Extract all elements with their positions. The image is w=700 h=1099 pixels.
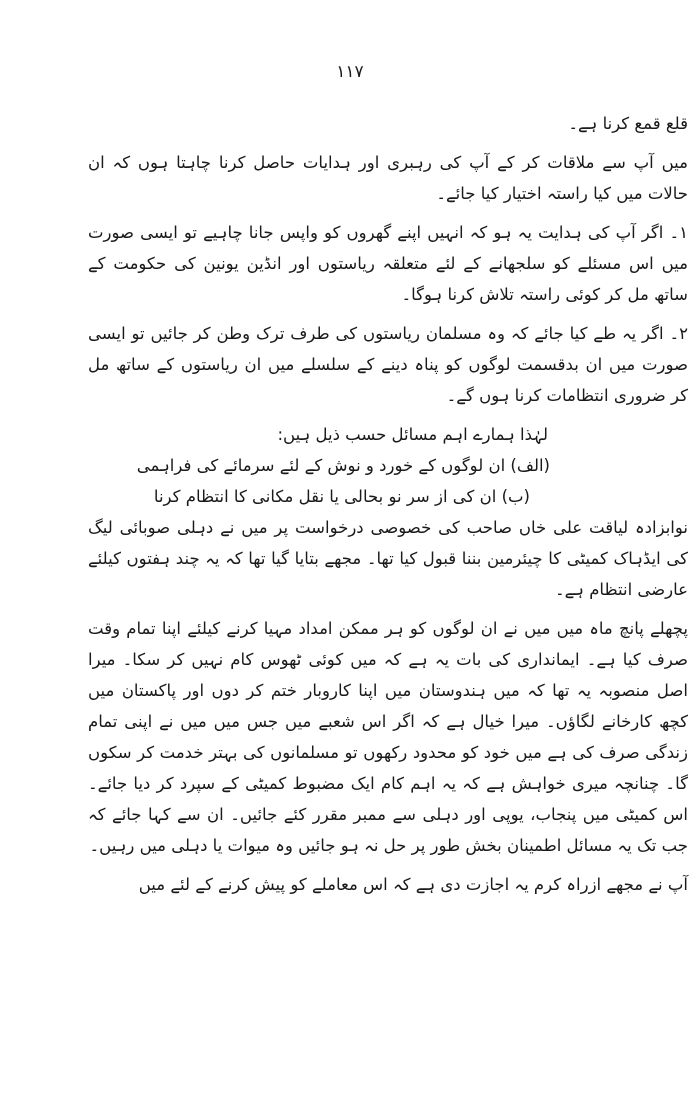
paragraph-2: میں آپ سے ملاقات کر کے آپ کی رہبری اور ہدایات حاصل کرنا چاہتا ہوں کہ ان حالات میں کیا راستہ اختیار کیا جائے۔: [88, 153, 688, 203]
paragraph-1: قلع قمع کرنا ہے۔: [568, 114, 688, 133]
list-item-bay: (ب) ان کی از سر نو بحالی یا نقل مکانی کا انتظام کرنا: [153, 487, 530, 506]
paragraph-3: ۱۔ اگر آپ کی ہدایت یہ ہو کہ انہیں اپنے گھروں کو واپس جانا چاہیے تو ایسی صورت میں اس مسئلے کو سلجھانے کے لئے متعلقہ ریاستوں اور انڈین یونین کی حکومت کے ساتھ مل کر کوئی راستہ تلاش کرنا ہوگا۔: [88, 223, 688, 304]
paragraph-5: نوابزادہ لیاقت علی خاں صاحب کی خصوصی درخواست پر میں نے دہلی صوبائی لیگ کی ایڈہاک کمیٹی کا چیئرمین بننا قبول کیا تھا۔ مجھے بتایا گیا تھا کہ یہ چند ہفتوں کیلئے عارضی انتظام ہے۔: [88, 518, 688, 599]
paragraph-7: آپ نے مجھے ازراہ کرم یہ اجازت دی ہے کہ اس معاملے کو پیش کرنے کے لئے میں: [138, 875, 688, 894]
body-text: [88, 108, 688, 908]
paragraph-4: ۲۔ اگر یہ طے کیا جائے کہ وہ مسلمان ریاستوں کی طرف ترک وطن کر جائیں تو ایسی صورت میں ان بدقسمت لوگوں کو پناہ دینے کے سلسلے میں ان ریاستوں کے ساتھ مل کر ضروری انتظامات کرنا ہوں گے۔: [88, 324, 688, 405]
list-item-alif: (الف) ان لوگوں کے خورد و نوش کے لئے سرمائے کی فراہمی: [136, 456, 550, 475]
paragraph-6: پچھلے پانچ ماہ میں میں نے ان لوگوں کو ہر ممکن امداد مہیا کرنے کیلئے اپنا تمام وقت صرف کیا ہے۔ ایمانداری کی بات یہ ہے کہ میں کوئی ٹھوس کام نہیں کر سکا۔ میرا اصل منصوبہ یہ تھا کہ میں ہندوستان میں اپنا کاروبار ختم کر دوں اور پاکستان میں کچھ کارخانے لگاؤں۔ میرا خیال ہے کہ اگر اس شعبے میں جس میں میں نے اپنی تمام زندگی صرف کی ہے میں خود کو محدود رکھوں تو مسلمانوں کی بہتر خدمت کر سکوں گا۔ چنانچہ میری خواہش ہے کہ یہ اہم کام ایک مضبوط کمیٹی کے سپرد کر دیا جائے۔ اس کمیٹی میں پنجاب، یوپی اور دہلی سے ممبر مقرر کئے جائیں۔ ان سے کہا جائے کہ جب تک یہ مسائل اطمینان بخش طور پر حل نہ ہو جائیں وہ میوات یا دہلی میں رہیں۔: [88, 619, 688, 855]
list-heading: لہٰذا ہمارے اہم مسائل حسب ذیل ہیں:: [277, 425, 548, 444]
page-number: ۱۱۷: [336, 62, 364, 82]
